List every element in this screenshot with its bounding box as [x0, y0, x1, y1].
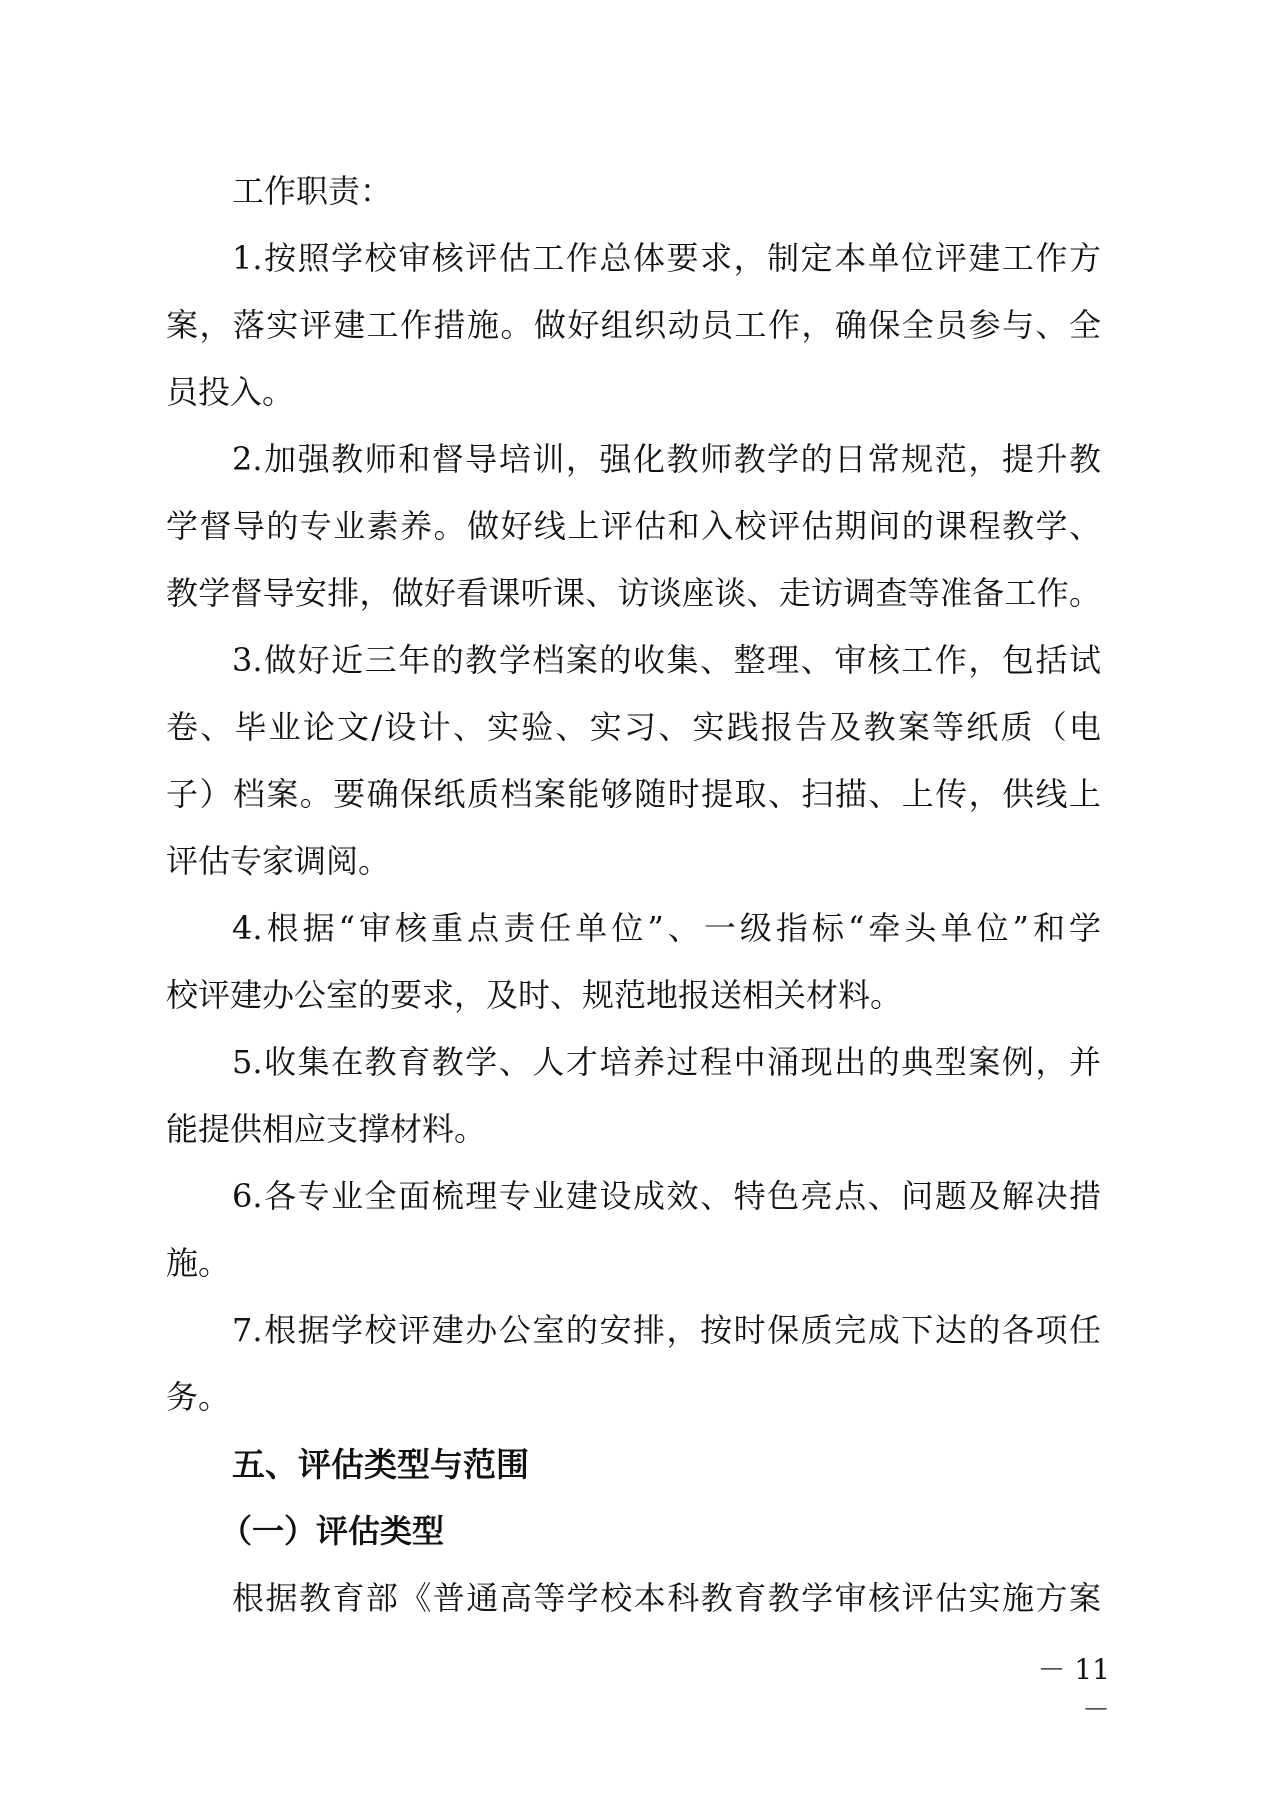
text-line: 1.按照学校审核评估工作总体要求，制定本单位评建工作方 — [232, 239, 1101, 277]
text-line: 施。 — [166, 1244, 231, 1282]
document-body — [166, 158, 1101, 1632]
text-line: 5.收集在教育教学、人才培养过程中涌现出的典型案例，并 — [232, 1043, 1101, 1081]
text-line: 评估专家调阅。 — [166, 842, 391, 880]
text-line: 卷、毕业论文/设计、实验、实习、实践报告及教案等纸质（电 — [166, 708, 1101, 746]
text-line: 7.根据学校评建办公室的安排，按时保质完成下达的各项任 — [232, 1311, 1101, 1349]
text-line: 学督导的专业素养。做好线上评估和入校评估期间的课程教学、 — [166, 507, 1101, 545]
text-line: 3.做好近三年的教学档案的收集、整理、审核工作，包括试 — [232, 641, 1101, 679]
text-line: 五、评估类型与范围 — [232, 1445, 529, 1484]
text-line: 工作职责： — [232, 172, 393, 210]
text-line: 2.加强教师和督导培训，强化教师教学的日常规范，提升教 — [232, 440, 1101, 478]
text-line: 子）档案。要确保纸质档案能够随时提取、扫描、上传，供线上 — [166, 775, 1101, 813]
page-number: － 11 － — [1037, 1653, 1110, 1726]
text-line: 6.各专业全面梳理专业建设成效、特色亮点、问题及解决措 — [232, 1177, 1101, 1215]
text-line: 4.根据“审核重点责任单位”、一级指标“牵头单位”和学 — [232, 909, 1101, 947]
text-line: 务。 — [166, 1378, 231, 1416]
text-line: （一）评估类型 — [220, 1512, 445, 1550]
text-line: 员投入。 — [166, 373, 295, 411]
text-line: 根据教育部《普通高等学校本科教育教学审核评估实施方案 — [232, 1579, 1101, 1617]
text-line: 校评建办公室的要求，及时、规范地报送相关材料。 — [166, 976, 903, 1014]
text-line: 案，落实评建工作措施。做好组织动员工作，确保全员参与、全 — [166, 306, 1101, 344]
text-line: 教学督导安排，做好看课听课、访谈座谈、走访调查等准备工作。 — [166, 574, 1101, 612]
text-line: 能提供相应支撑材料。 — [166, 1110, 487, 1148]
